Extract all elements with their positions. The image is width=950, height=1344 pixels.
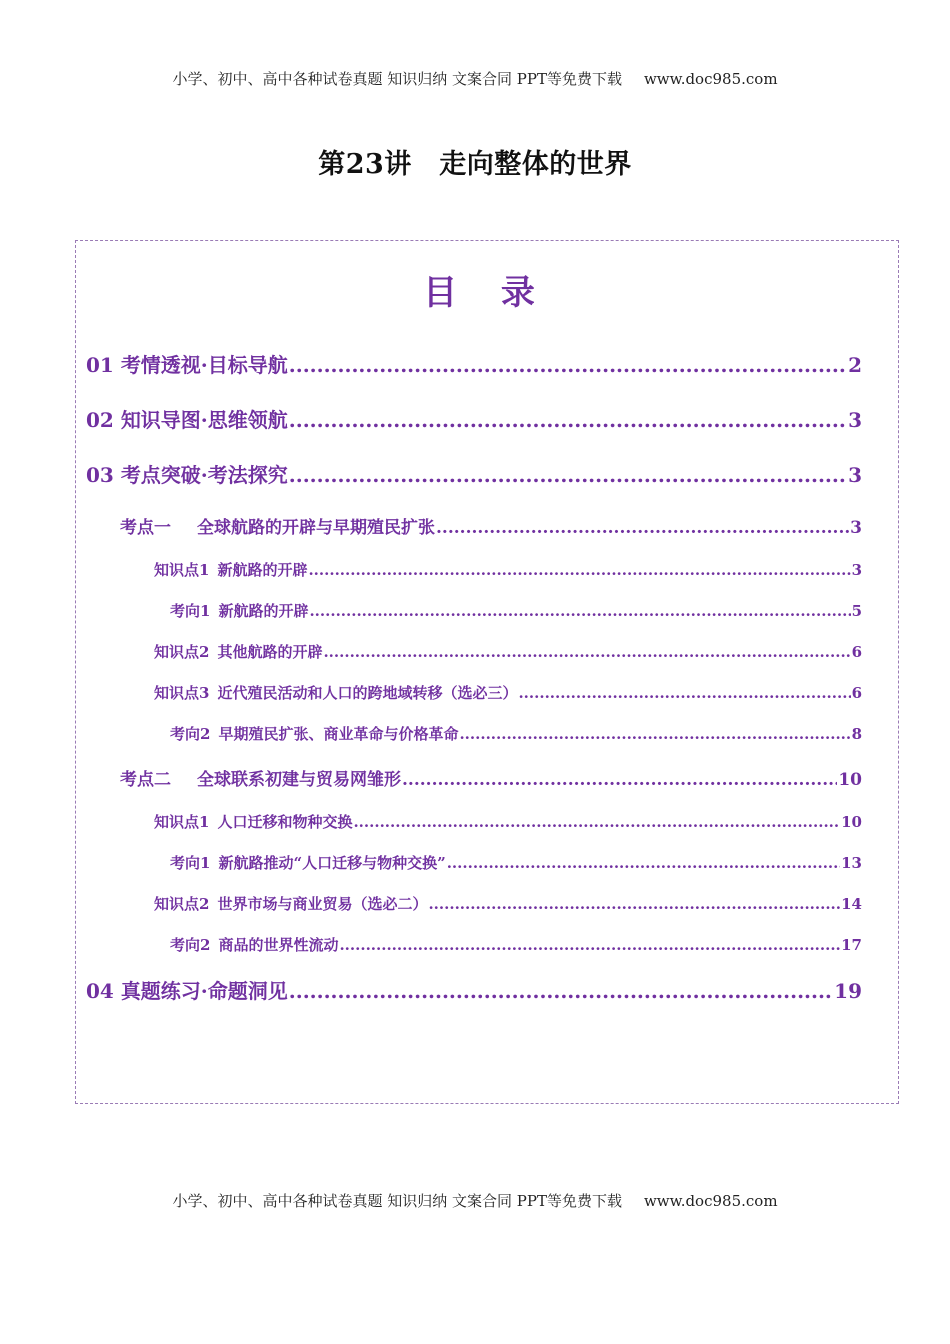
toc-page-number: 6 [851,684,862,702]
toc-page-number: 6 [851,643,862,661]
toc-leader-dots [289,979,833,1003]
toc-entry[interactable] [86,459,862,488]
toc-entry-label: 考点二 全球联系初建与贸易网雏形 [120,770,401,790]
toc-entry[interactable] [170,600,862,621]
toc-page-number: 3 [848,408,862,432]
toc-entry-label: 考向1 新航路的开辟 [170,602,309,620]
toc-heading: 目 录 [423,273,551,313]
toc-leader-dots [323,643,850,661]
toc-entry-label: 知识点1 新航路的开辟 [154,561,308,579]
toc-leader-dots [402,770,837,790]
toc-page-number: 17 [841,936,862,954]
toc-entry[interactable] [86,975,862,1004]
toc-entry-label: 03 考点突破·考法探究 [86,463,288,487]
toc-entry-label: 知识点2 其他航路的开辟 [154,643,323,661]
toc-entry[interactable] [86,404,862,433]
toc-page-number: 10 [838,770,862,790]
toc-entry[interactable] [154,641,862,662]
header-text: 小学、初中、高中各种试卷真题 知识归纳 文案合同 PPT等免费下载 [172,70,622,88]
toc-leader-dots [308,561,850,579]
toc-entry[interactable] [170,934,862,955]
toc-page-number: 13 [841,854,862,872]
toc-leader-dots [289,353,847,377]
footer-text: 小学、初中、高中各种试卷真题 知识归纳 文案合同 PPT等免费下载 [172,1192,622,1210]
page-title: 第23讲 走向整体的世界 [318,149,632,180]
toc-entry-label: 考向1 新航路推动“人口迁移与物种交换” [170,854,446,872]
header-site: www.doc985.com [643,70,778,88]
toc-page-number: 19 [834,979,862,1003]
toc-leader-dots [459,725,850,743]
toc-entry[interactable] [154,893,862,914]
toc-entry-label: 考向2 商品的世界性流动 [170,936,339,954]
toc-entry[interactable] [86,349,862,378]
toc-entry-label: 04 真题练习·命题洞见 [86,979,288,1003]
toc-leader-dots [436,518,849,538]
toc-page-number: 3 [850,518,862,538]
page-footer [0,1190,950,1211]
toc-leader-dots [289,463,847,487]
page-header [0,68,950,89]
toc-page-number: 10 [841,813,862,831]
toc-page-number: 5 [851,602,862,620]
toc-entry-label: 知识点3 近代殖民活动和人口的跨地域转移（选必三） [154,684,518,702]
toc-page-number: 14 [841,895,862,913]
toc-entry-label: 知识点2 世界市场与商业贸易（选必二） [154,895,428,913]
toc-entry[interactable] [154,559,862,580]
toc-entry[interactable] [154,682,862,703]
table-of-contents [75,240,899,1104]
toc-entry[interactable] [120,513,862,538]
toc-entry-label: 考向2 早期殖民扩张、商业革命与价格革命 [170,725,459,743]
toc-leader-dots [518,684,850,702]
toc-page-number: 3 [848,463,862,487]
toc-leader-dots [309,602,850,620]
toc-entry[interactable] [154,811,862,832]
footer-site: www.doc985.com [643,1192,778,1210]
toc-leader-dots [353,813,840,831]
toc-entry[interactable] [120,765,862,790]
toc-entry-label: 01 考情透视·目标导航 [86,353,288,377]
toc-entry-label: 知识点1 人口迁移和物种交换 [154,813,353,831]
toc-entry-label: 02 知识导图·思维领航 [86,408,288,432]
toc-entry[interactable] [170,852,862,873]
toc-page-number: 8 [851,725,862,743]
toc-leader-dots [428,895,840,913]
toc-page-number: 2 [848,353,862,377]
toc-entry[interactable] [170,723,862,744]
toc-leader-dots [447,854,840,872]
toc-leader-dots [289,408,847,432]
toc-leader-dots [339,936,840,954]
toc-page-number: 3 [851,561,862,579]
toc-entry-label: 考点一 全球航路的开辟与早期殖民扩张 [120,518,435,538]
